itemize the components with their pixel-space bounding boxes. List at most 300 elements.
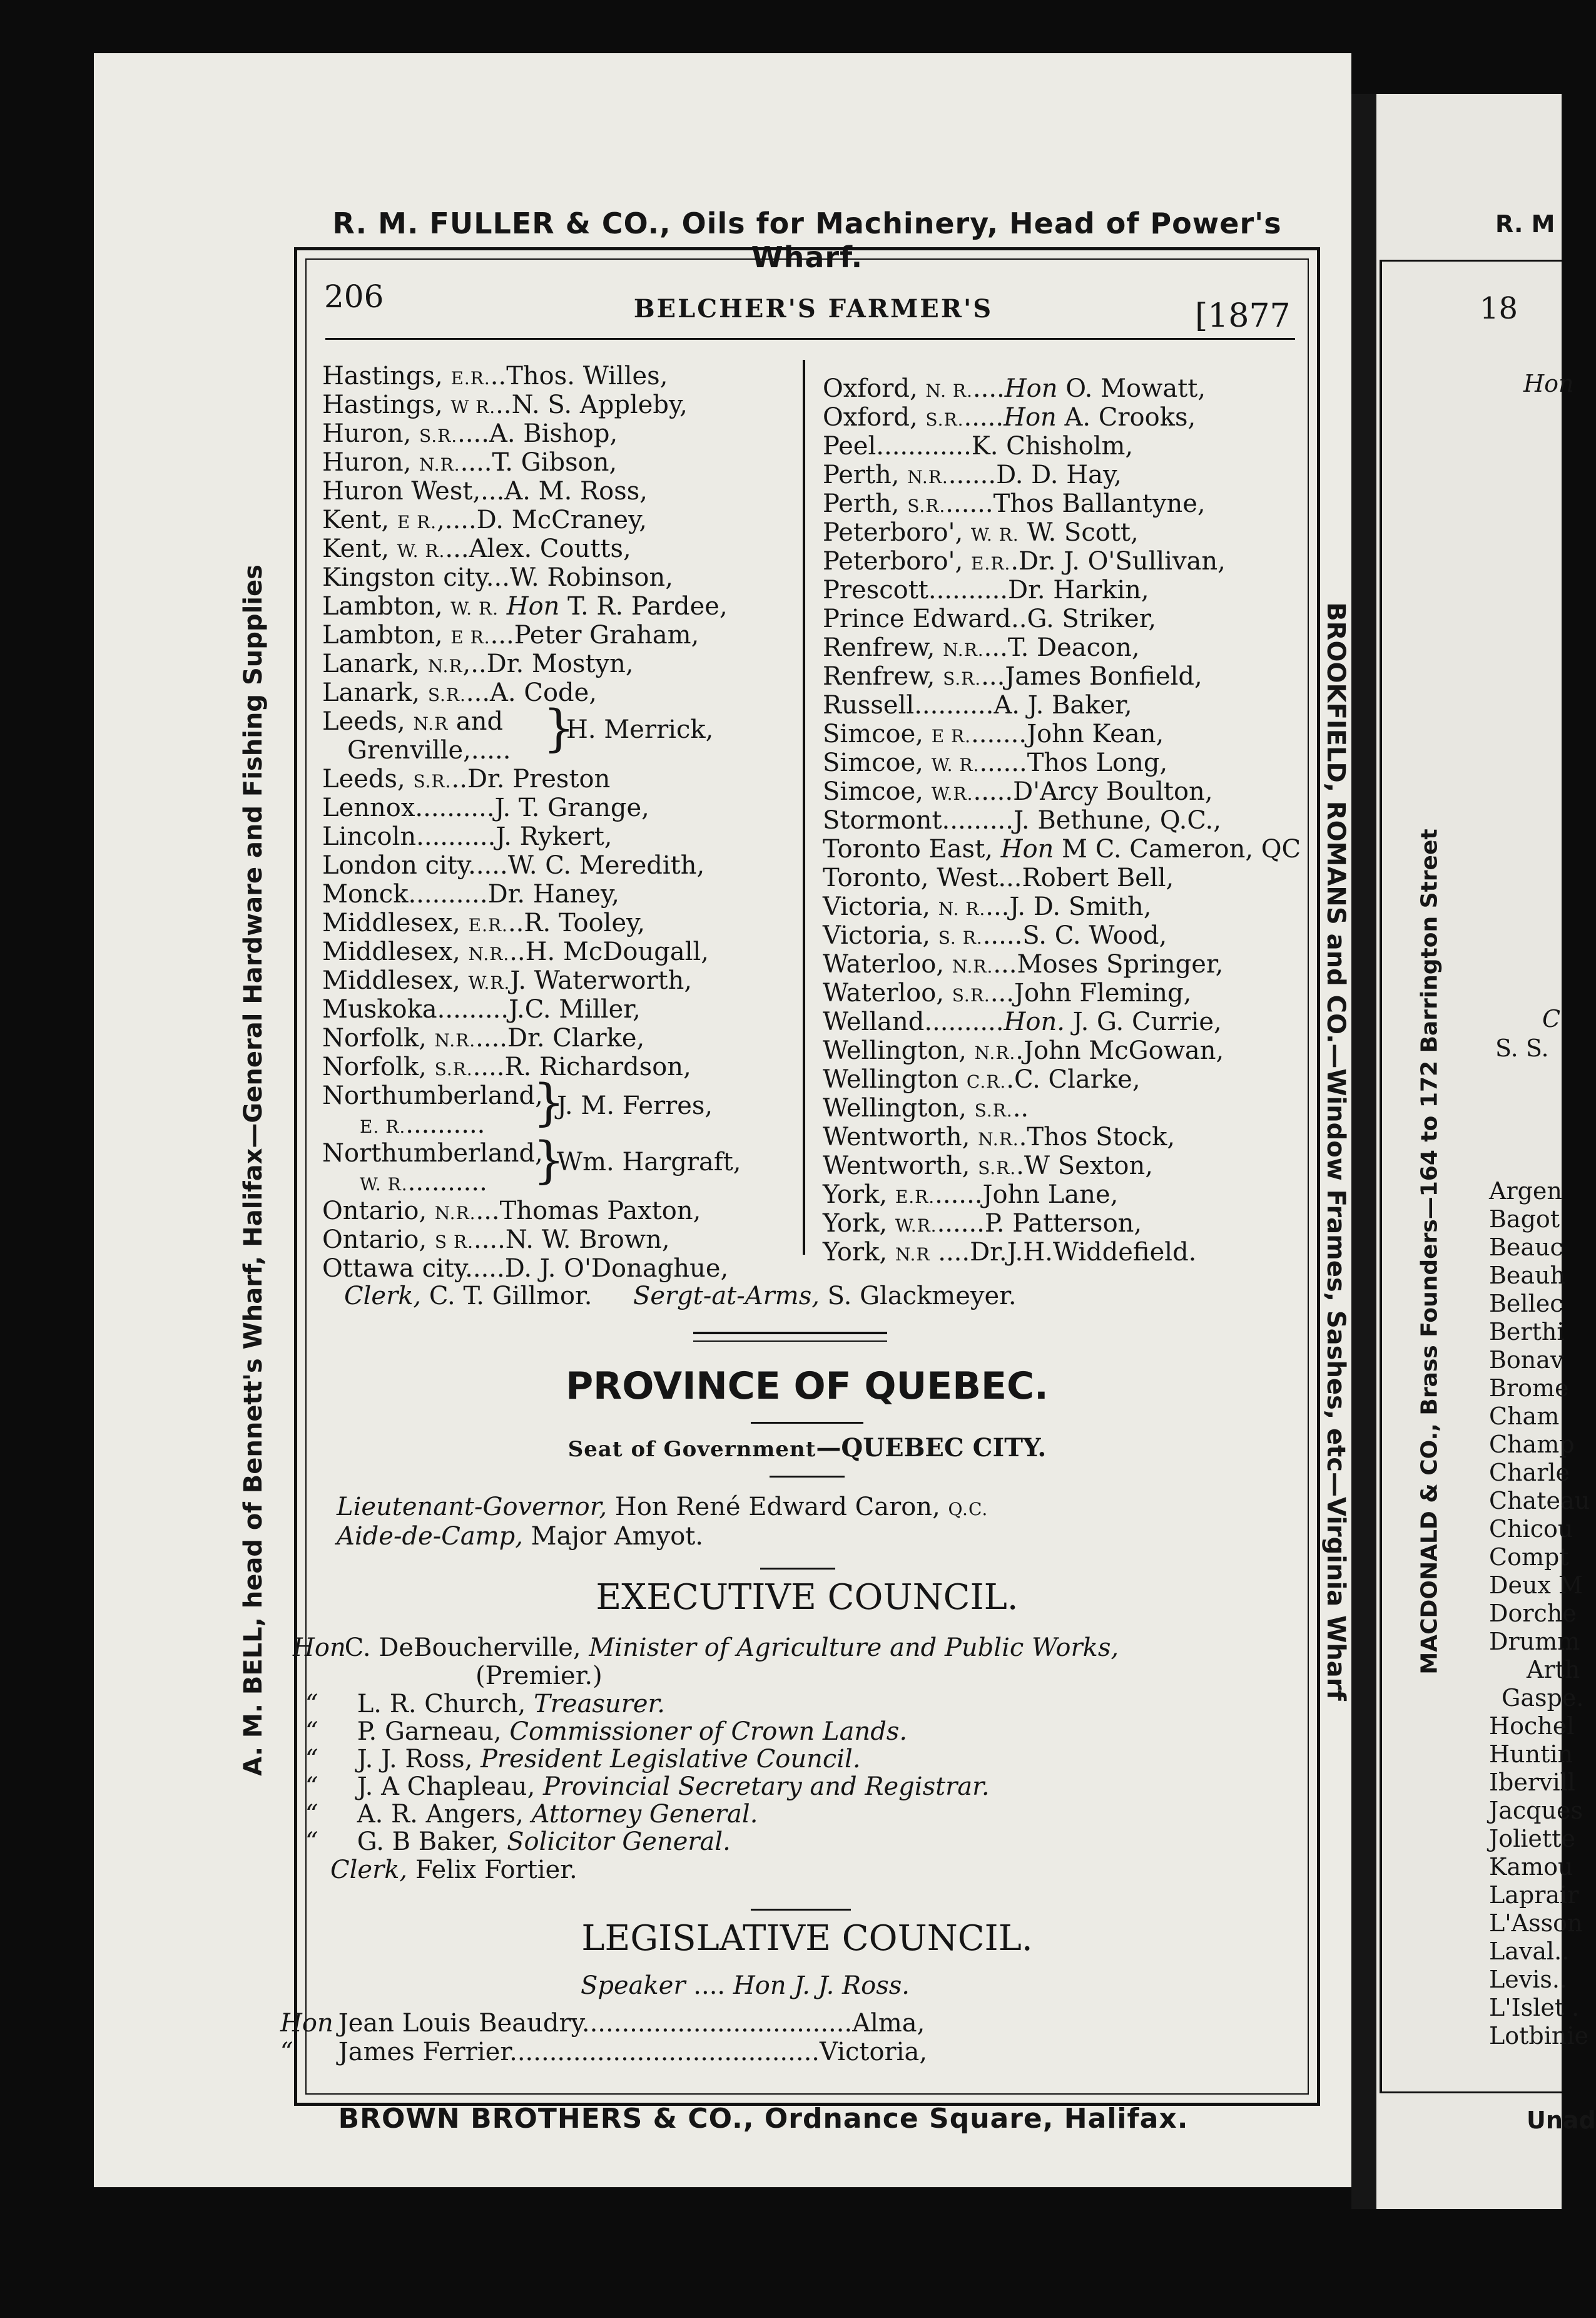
entry-member: Robert Bell, (1022, 864, 1174, 892)
list-item (823, 662, 1301, 691)
entry-dots: .... (460, 448, 492, 477)
entry-dots (1019, 518, 1027, 547)
entry-place: Wellington, (823, 1036, 975, 1065)
entry-member: John McGowan, (1023, 1036, 1224, 1065)
entry-place: Russell (823, 691, 915, 720)
entry-member: W. Robinson, (509, 563, 673, 592)
next-page-entry: Joliette (1489, 1825, 1575, 1852)
entry-dots: ......... (437, 995, 509, 1024)
entry-riding: E R. (450, 627, 490, 648)
entry-member: A. Bishop, (489, 419, 618, 448)
list-item (322, 909, 728, 937)
entry-member: D'Arcy Boulton, (1013, 777, 1213, 806)
next-page-entry: Deux M (1489, 1571, 1583, 1599)
entry-place: Lanark, (322, 678, 428, 707)
executive-member (305, 1772, 990, 1801)
entry-member: W. C. Meredith, (507, 851, 705, 880)
ontario-members-right (823, 374, 1301, 1267)
legislative-name: James Ferrier (330, 2038, 510, 2066)
entry-riding: N. R. (925, 380, 973, 401)
list-item (322, 822, 728, 851)
entry-place: Prescott (823, 576, 928, 605)
list-item (322, 995, 728, 1024)
executive-heading: EXECUTIVE COUNCIL. (596, 1577, 1019, 1618)
executive-office: Minister of Agriculture and Public Works, (589, 1633, 1119, 1662)
list-item (322, 534, 728, 563)
entry-dots: ...... (945, 489, 994, 518)
entry-dots: .. (1011, 605, 1027, 633)
entry-dots: ... (485, 563, 510, 592)
list-item (823, 1180, 1301, 1209)
entry-dots: .. (509, 937, 526, 966)
next-page-entry: Cham (1489, 1402, 1560, 1430)
list-item: Northumberland, (322, 1139, 543, 1168)
list-item (823, 432, 1301, 461)
entry-member: O. Mowatt, (1057, 374, 1206, 403)
entry-place: Waterloo, (823, 950, 952, 979)
entry-dots: ....... (971, 720, 1027, 748)
entry-dots: ... (480, 477, 505, 506)
page-number: 206 (324, 278, 384, 315)
list-item (823, 547, 1301, 576)
entry-dots: ... (981, 662, 1005, 691)
entry-place: Renfrew, (823, 633, 943, 662)
entry-dots: .......... (416, 822, 496, 851)
list-item (322, 880, 728, 909)
section-rule (760, 1568, 835, 1570)
seat-of-government: Seat of Government—QUEBEC CITY. (567, 1433, 1047, 1463)
entry-riding: S.R. (974, 1100, 1013, 1121)
list-item (823, 1065, 1301, 1094)
entry-member: Dr. Mostyn, (486, 650, 634, 678)
entry-place: Ontario, (322, 1197, 435, 1225)
entry-riding: N.R. (419, 454, 460, 475)
entry-member: W Sexton, (1024, 1151, 1153, 1180)
entry-member-hon: Hon. (1004, 1008, 1065, 1036)
entry-dots: ... (465, 678, 490, 707)
entry-place: Oxford, (823, 374, 926, 403)
book-gutter (1351, 94, 1376, 2209)
entry-riding: S.R. (419, 426, 458, 446)
list-item (823, 633, 1301, 662)
list-item (823, 777, 1301, 806)
entry-riding: W. R. (397, 541, 445, 561)
entry-member: M C. Cameron, QC (1054, 835, 1301, 864)
entry-riding: E R. (397, 512, 437, 533)
next-page-number: 18 (1480, 291, 1518, 326)
entry-riding: E.R. (468, 915, 508, 936)
next-page-entry: Huntin (1489, 1740, 1573, 1768)
entry-place: Wentworth, (823, 1151, 978, 1180)
brace-leeds: } (543, 699, 575, 757)
entry-dots: .... (473, 1225, 506, 1254)
entry-place: Middlesex, (322, 966, 469, 995)
executive-office: Attorney General. (531, 1800, 758, 1829)
header-rule (325, 338, 1295, 340)
list-item (322, 477, 728, 506)
executive-name: P. Garneau, (349, 1717, 510, 1746)
executive-prefix: “ (305, 1717, 318, 1746)
list-item (823, 950, 1301, 979)
entry-riding: S.R. (952, 985, 990, 1006)
left-advertisement: A. M. BELL, head of Bennett's Wharf, Halifax—General Hardware and Fishing Supplies (239, 564, 268, 1776)
entry-member: Alex. Coutts, (469, 534, 631, 563)
entry-place: Kingston city (322, 563, 486, 592)
entry-member-hon: Hon (1004, 403, 1057, 432)
entry-place: London city (322, 851, 469, 880)
brace-northumberland-e: } (533, 1073, 565, 1131)
next-page-entry: Brome (1489, 1374, 1569, 1402)
entry-member: A. Code, (490, 678, 597, 707)
quebec-heading: PROVINCE OF QUEBEC. (566, 1364, 1049, 1408)
executive-member (293, 1633, 1119, 1662)
top-advertisement: R. M. FULLER & CO., Oils for Machinery, Head of Power's Wharf. (332, 207, 1282, 274)
entry-member: J. D. Smith, (1009, 892, 1152, 921)
entry-place: Wellington, (823, 1094, 975, 1123)
list-item (322, 851, 728, 880)
entry-member: J. G. Currie, (1064, 1008, 1222, 1036)
entry-member-hon: Hon (506, 592, 560, 621)
executive-name: L. R. Church, (349, 1690, 534, 1718)
entry-place: Leeds, (322, 765, 414, 794)
entry-riding: E.R. (450, 368, 490, 389)
entry-riding: E R. (931, 726, 972, 747)
entry-riding: N.R. (978, 1129, 1019, 1150)
entry-member: J.C. Miller, (509, 995, 641, 1024)
list-item (823, 1151, 1301, 1180)
entry-riding: W R. (450, 397, 496, 417)
entry-place: Perth, (823, 489, 908, 518)
entry-dots: .. (507, 909, 524, 937)
entry-member: James Bonfield, (1005, 662, 1202, 691)
entry-place: Lambton, (322, 592, 451, 621)
entry-dots: . (1015, 1036, 1024, 1065)
entry-dots: .... (475, 1024, 508, 1053)
list-item (823, 806, 1301, 835)
entry-place: Huron, (322, 419, 420, 448)
list-item (322, 563, 728, 592)
entry-dots: ... (445, 534, 469, 563)
list-item (322, 506, 728, 534)
entry-place: Lanark, (322, 650, 428, 678)
list-item (322, 419, 728, 448)
next-page-entry: Beauh (1489, 1262, 1566, 1289)
entry-member: D. McCraney, (476, 506, 648, 534)
entry-riding: W.R. (895, 1215, 937, 1236)
executive-clerk: Clerk, Felix Fortier. (330, 1856, 577, 1884)
next-page-entry: Beauc (1489, 1233, 1563, 1261)
entry-place: Ontario, (322, 1225, 435, 1254)
list-item (823, 720, 1301, 748)
entry-riding: W. R. (970, 524, 1019, 545)
list-item (823, 1036, 1301, 1065)
bottom-advertisement: BROWN BROTHERS & CO., Ordnance Square, Halifax. (338, 2103, 1189, 2135)
list-item (823, 892, 1301, 921)
entry-dots: ..... (982, 921, 1023, 950)
next-page-entry: Compt (1489, 1543, 1569, 1571)
entry-dots: .......... (914, 691, 994, 720)
entry-member: Thomas Paxton, (499, 1197, 701, 1225)
entry-member: A. J. Baker, (994, 691, 1132, 720)
entry-dots: .. (1012, 1094, 1029, 1123)
entry-riding: S.R. (978, 1158, 1017, 1178)
entry-dots: .... (972, 374, 1005, 403)
entry-place: Toronto, West (823, 864, 999, 892)
entry-place: Huron, (322, 448, 420, 477)
entry-member: T. R. Pardee, (559, 592, 728, 621)
ontario-officers: Clerk, C. T. Gillmor. Sergt-at-Arms, S. Glackmeyer. (344, 1282, 1017, 1310)
list-item (823, 1209, 1301, 1238)
entry-riding: S R. (434, 1232, 474, 1252)
entry-place: Prince Edward (823, 605, 1011, 633)
executive-member (432, 1662, 602, 1690)
entry-riding: N.R. (974, 1043, 1016, 1063)
next-page-entry: L'Asson (1489, 1909, 1583, 1937)
executive-name: (Premier.) (475, 1662, 602, 1690)
northumberland-e-member: J. M. Ferres, (557, 1091, 713, 1120)
entry-member: R. Tooley, (524, 909, 646, 937)
entry-place: Renfrew, (823, 662, 943, 691)
list-item (322, 391, 728, 419)
list-item (823, 835, 1301, 864)
legislative-dots: ....................................... (509, 2038, 820, 2066)
northumberland-w-member: Wm. Hargraft, (557, 1148, 741, 1177)
entry-member: S. C. Wood, (1022, 921, 1167, 950)
list-item (322, 794, 728, 822)
entry-dots: . (1016, 1151, 1024, 1180)
entry-dots: ...... (935, 1180, 983, 1209)
next-page-entry: Kamou (1489, 1853, 1573, 1881)
entry-riding: N. R. (938, 899, 986, 919)
executive-name: G. B Baker, (349, 1827, 507, 1856)
entry-place: Norfolk, (322, 1024, 435, 1053)
entry-riding: N.R. (943, 640, 984, 660)
next-page-c: C (1542, 1005, 1561, 1033)
list-item (823, 461, 1301, 489)
next-page-entry: Gaspe. (1502, 1684, 1584, 1712)
entry-dots: .......... (415, 794, 495, 822)
entry-place: Peterboro', (823, 518, 971, 547)
entry-place: Oxford, (823, 403, 926, 432)
entry-member: John Fleming, (1014, 979, 1192, 1008)
entry-member: Moses Springer, (1017, 950, 1224, 979)
entry-member: T. Deacon, (1007, 633, 1140, 662)
list-item (823, 979, 1301, 1008)
executive-member (305, 1690, 665, 1718)
list-item: Northumberland, (322, 1081, 543, 1110)
entry-member-hon: Hon (1004, 374, 1058, 403)
entry-dots: .... (472, 1053, 505, 1081)
list-item (322, 1254, 728, 1283)
entry-member: C. Clarke, (1014, 1065, 1141, 1094)
entry-member: J. Waterworth, (510, 966, 693, 995)
entry-member: N. S. Appleby, (511, 391, 688, 419)
entry-member: D. J. O'Donaghue, (504, 1254, 729, 1283)
entry-riding: N.R (895, 1244, 930, 1265)
entry-place: Wellington (823, 1065, 967, 1094)
list-item (322, 678, 728, 707)
entry-member: K. Chisholm, (971, 432, 1134, 461)
list-item (322, 448, 728, 477)
entry-dots: .. (451, 765, 467, 794)
entry-dots: .... (930, 1238, 970, 1267)
executive-member (305, 1745, 861, 1774)
list-item (322, 1053, 728, 1081)
executive-member (305, 1717, 907, 1746)
entry-member: Dr. J. O'Sullivan, (1019, 547, 1226, 576)
entry-member: A. M. Ross, (504, 477, 648, 506)
executive-prefix: Hon (293, 1633, 346, 1662)
entry-place: Ottawa city (322, 1254, 465, 1283)
executive-prefix: “ (305, 1772, 318, 1801)
entry-place: Perth, (823, 461, 908, 489)
list-item (322, 1225, 728, 1254)
entry-member: R. Richardson, (504, 1053, 691, 1081)
legislative-division: Victoria, (820, 2038, 928, 2066)
next-page-entry: Bellec (1489, 1290, 1563, 1317)
entry-place: Middlesex, (322, 909, 469, 937)
executive-name: J. A Chapleau, (349, 1772, 543, 1801)
list-item (322, 650, 728, 678)
entry-member: Thos Ballantyne, (993, 489, 1206, 518)
entry-member: Thos Long, (1027, 748, 1168, 777)
speaker-line: Speaker .... Hon J. J. Ross. (581, 1971, 910, 2000)
entry-riding: N.R. (907, 467, 948, 488)
executive-office: Solicitor General. (507, 1827, 731, 1856)
entry-riding: W. R. (931, 755, 980, 775)
entry-dots: ..... (465, 1254, 505, 1283)
entry-riding: N.R (427, 656, 463, 677)
list-item (322, 937, 728, 966)
entry-dots: .......... (924, 1008, 1004, 1036)
entry-place: Muskoka (322, 995, 437, 1024)
list-item (823, 921, 1301, 950)
next-page-bottom-ad: Unad (1527, 2106, 1596, 2134)
executive-prefix: “ (305, 1827, 318, 1856)
entry-riding: N.R. (434, 1030, 476, 1051)
entry-member: Thos Stock, (1027, 1123, 1176, 1151)
entry-dots: .... (457, 419, 489, 448)
entry-dots: .......... (408, 880, 488, 909)
next-page-entry: Jacques (1489, 1797, 1583, 1824)
entry-dots: ...... (948, 461, 997, 489)
running-title: BELCHER'S FARMER'S (633, 294, 994, 324)
entry-place: Hastings, (322, 362, 451, 391)
entry-place: Toronto East, (823, 835, 1001, 864)
next-page-entry: Champ (1489, 1431, 1575, 1458)
entry-place: Waterloo, (823, 979, 952, 1008)
legislative-member (280, 2038, 927, 2066)
entry-dots: ............ (876, 432, 972, 461)
entry-place: Lambton, (322, 621, 451, 650)
next-page-hon: Hon (1523, 370, 1574, 397)
entry-dots: ..... (963, 403, 1004, 432)
entry-member: Dr.J.H.Widdefield. (970, 1238, 1197, 1267)
entry-riding: N.R. (434, 1203, 476, 1223)
entry-member: A. Crooks, (1056, 403, 1196, 432)
entry-member: P. Patterson, (984, 1209, 1142, 1238)
entry-dots: . (1019, 1123, 1027, 1151)
list-item (322, 1024, 728, 1053)
entry-member: T. Gibson, (492, 448, 618, 477)
entry-riding: S.R. (413, 771, 452, 792)
legislative-member (280, 2009, 925, 2038)
list-item (823, 374, 1301, 403)
entry-dots: .. (496, 391, 512, 419)
entry-member: Dr. Haney, (487, 880, 619, 909)
entry-place: Peterboro', (823, 547, 971, 576)
list-item (322, 621, 728, 650)
executive-office: Commissioner of Crown Lands. (509, 1717, 908, 1746)
entry-place: Welland (823, 1008, 925, 1036)
list-item (823, 748, 1301, 777)
entry-member: N. W. Brown, (505, 1225, 670, 1254)
next-page-top-ad: R. M (1495, 210, 1555, 238)
next-page-entry: Bagot (1489, 1205, 1560, 1233)
list-item (322, 1197, 728, 1225)
ontario-members-left (322, 362, 728, 1283)
brace-northumberland-w: } (533, 1131, 565, 1189)
list-item (823, 576, 1301, 605)
section-rule (693, 1332, 887, 1342)
executive-office: Provincial Secretary and Registrar. (543, 1772, 990, 1801)
entry-riding: S.R. (943, 668, 982, 689)
executive-name: C. DeBoucherville, (337, 1633, 589, 1662)
entry-riding: S.R. (427, 685, 466, 705)
entry-dots: ...... (937, 1209, 985, 1238)
entry-member: Dr. Clarke, (507, 1024, 645, 1053)
next-page-entry: Arth (1527, 1656, 1580, 1683)
entry-riding: E.R. (895, 1187, 935, 1207)
entry-riding: N.R. (468, 944, 510, 964)
entry-member: Thos. Willes, (506, 362, 668, 391)
list-item (823, 605, 1301, 633)
entry-place: Kent, (322, 506, 397, 534)
heading-rule (751, 1422, 863, 1424)
list-item (823, 518, 1301, 547)
entry-place: Victoria, (823, 921, 938, 950)
entry-riding: C.R. (966, 1071, 1007, 1092)
section-rule (751, 1909, 851, 1911)
executive-prefix: “ (305, 1745, 318, 1774)
entry-place: Hastings, (322, 391, 451, 419)
entry-member: Dr. Preston (467, 765, 611, 794)
legislative-prefix: Hon (280, 2009, 333, 2038)
entry-dots: ......... (942, 806, 1014, 835)
next-page-entry: Drumm (1489, 1628, 1580, 1655)
executive-prefix: “ (305, 1800, 318, 1829)
entry-dots (499, 592, 507, 621)
entry-dots: ... (985, 892, 1010, 921)
entry-dots: ... (990, 979, 1014, 1008)
entry-riding: N.R. (952, 956, 994, 977)
next-page-entry: Berthi (1489, 1318, 1565, 1345)
legislative-name: Jean Louis Beaudry (330, 2009, 582, 2038)
executive-member (305, 1800, 758, 1829)
list-item (823, 864, 1301, 892)
entry-riding: S.R. (925, 409, 964, 430)
entry-riding: S. R. (938, 927, 983, 948)
entry-place: Victoria, (823, 892, 938, 921)
entry-member: D. D. Hay, (996, 461, 1122, 489)
entry-place: Huron West, (322, 477, 481, 506)
right-advertisement: BROOKFIELD, ROMANS and CO.—Window Frames, Sashes, etc—Virginia Wharf (1321, 602, 1350, 1701)
list-item (823, 1094, 1301, 1123)
entry-member: G. Striker, (1027, 605, 1157, 633)
list-item (322, 362, 728, 391)
entry-member: John Kean, (1027, 720, 1164, 748)
list-item (823, 489, 1301, 518)
